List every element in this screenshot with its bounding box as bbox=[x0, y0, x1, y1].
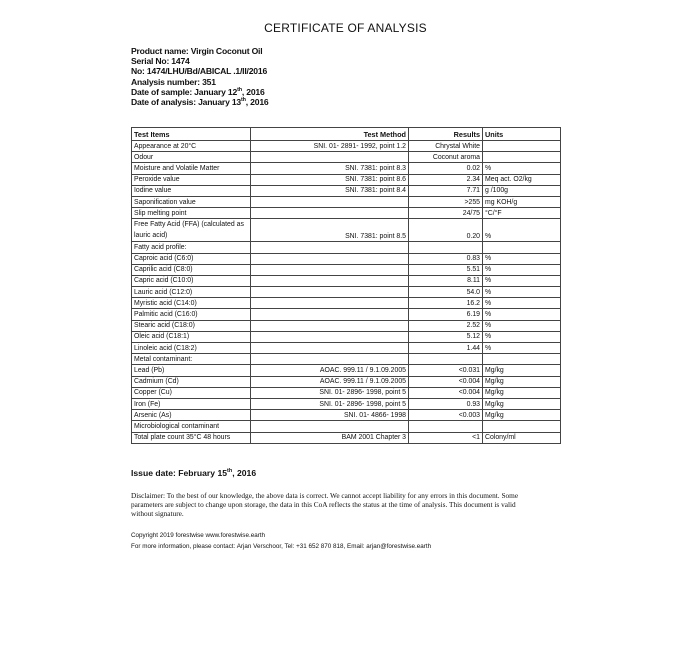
result-cell: 24/75 bbox=[409, 208, 483, 219]
test-method-cell: SNI. 01- 2896- 1998, point 5 bbox=[251, 398, 409, 409]
test-method-cell: SNI. 01- 2896- 1998, point 5 bbox=[251, 387, 409, 398]
unit-cell bbox=[483, 421, 561, 432]
test-item-cell: Capric acid (C10:0) bbox=[132, 275, 251, 286]
table-row bbox=[132, 309, 561, 320]
test-method-cell: SNI. 7381: point 8.5 bbox=[251, 219, 409, 242]
test-item-cell: Moisture and Volatile Matter bbox=[132, 163, 251, 174]
test-method-cell: BAM 2001 Chapter 3 bbox=[251, 432, 409, 443]
table-row bbox=[132, 174, 561, 185]
test-method-cell bbox=[251, 287, 409, 298]
unit-cell: Meq act. O2/kg bbox=[483, 174, 561, 185]
table-row bbox=[132, 264, 561, 275]
result-cell: 16.2 bbox=[409, 298, 483, 309]
test-item-cell: Free Fatty Acid (FFA) (calculated as lauric acid) bbox=[132, 219, 251, 242]
unit-cell: % bbox=[483, 163, 561, 174]
test-item-cell: Stearic acid (C18:0) bbox=[132, 320, 251, 331]
test-method-cell bbox=[251, 331, 409, 342]
contact-line: For more information, please contact: Arjan Verschoor, Tel: +31 652 870 818, Email: arjan@forestwise.earth bbox=[131, 543, 432, 550]
result-cell: <0.004 bbox=[409, 387, 483, 398]
unit-cell: Mg/kg bbox=[483, 387, 561, 398]
test-method-cell bbox=[251, 253, 409, 264]
test-method-cell bbox=[251, 309, 409, 320]
header-test-items: Test Items bbox=[132, 128, 251, 141]
table-row bbox=[132, 275, 561, 286]
test-method-cell bbox=[251, 242, 409, 253]
unit-cell: % bbox=[483, 309, 561, 320]
table-header-row bbox=[132, 128, 561, 141]
test-method-cell bbox=[251, 354, 409, 365]
unit-cell: Mg/kg bbox=[483, 398, 561, 409]
table-row bbox=[132, 421, 561, 432]
test-method-cell: SNI. 01- 4866- 1998 bbox=[251, 410, 409, 421]
table-row bbox=[132, 410, 561, 421]
document-number: No: 1474/LHU/Bd/ABICAL .1/II/2016 bbox=[131, 66, 268, 77]
test-method-cell bbox=[251, 264, 409, 275]
table-row bbox=[132, 432, 561, 443]
table-row bbox=[132, 219, 561, 242]
test-method-cell bbox=[251, 343, 409, 354]
unit-cell bbox=[483, 242, 561, 253]
result-cell: 0.83 bbox=[409, 253, 483, 264]
result-cell: 7.71 bbox=[409, 185, 483, 196]
date-of-sample: Date of sample: January 12th, 2016 bbox=[131, 86, 265, 97]
analysis-table bbox=[131, 127, 561, 444]
table-row bbox=[132, 398, 561, 409]
unit-cell bbox=[483, 152, 561, 163]
test-method-cell bbox=[251, 152, 409, 163]
test-item-cell: Lauric acid (C12:0) bbox=[132, 287, 251, 298]
test-item-cell: Arsenic (As) bbox=[132, 410, 251, 421]
test-method-cell: SNI. 7381: point 8.4 bbox=[251, 185, 409, 196]
result-cell: 1.44 bbox=[409, 343, 483, 354]
footer bbox=[131, 530, 431, 552]
unit-cell: Mg/kg bbox=[483, 365, 561, 376]
result-cell: 2.34 bbox=[409, 174, 483, 185]
table-row bbox=[132, 320, 561, 331]
unit-cell bbox=[483, 141, 561, 152]
unit-cell: % bbox=[483, 287, 561, 298]
test-item-cell: Appearance at 20°C bbox=[132, 141, 251, 152]
unit-cell: % bbox=[483, 275, 561, 286]
test-item-cell: Myristic acid (C14:0) bbox=[132, 298, 251, 309]
result-cell: Chrystal White bbox=[409, 141, 483, 152]
result-cell: 54.0 bbox=[409, 287, 483, 298]
unit-cell: % bbox=[483, 343, 561, 354]
test-method-cell bbox=[251, 320, 409, 331]
test-item-cell: Fatty acid profile: bbox=[132, 242, 251, 253]
table-row bbox=[132, 287, 561, 298]
table-row bbox=[132, 365, 561, 376]
copyright-line: Copyright 2019 forestwise www.forestwise.earth bbox=[131, 532, 266, 539]
test-method-cell: AOAC. 999.11 / 9.1.09.2005 bbox=[251, 376, 409, 387]
header-units: Units bbox=[483, 128, 561, 141]
test-item-cell: Lead (Pb) bbox=[132, 365, 251, 376]
result-cell: <0.003 bbox=[409, 410, 483, 421]
unit-cell bbox=[483, 354, 561, 365]
header-results: Results bbox=[409, 128, 483, 141]
issue-date: Issue date: February 15th, 2016 bbox=[131, 468, 257, 478]
test-item-cell: Cadmium (Cd) bbox=[132, 376, 251, 387]
header-test-method: Test Method bbox=[251, 128, 409, 141]
result-cell: 5.12 bbox=[409, 331, 483, 342]
result-cell bbox=[409, 354, 483, 365]
test-item-cell: Total plate count 35°C 48 hours bbox=[132, 432, 251, 443]
test-item-cell: Oleic acid (C18:1) bbox=[132, 331, 251, 342]
table-row bbox=[132, 141, 561, 152]
result-cell: 6.19 bbox=[409, 309, 483, 320]
test-item-cell: Saponification value bbox=[132, 196, 251, 207]
serial-number: Serial No: 1474 bbox=[131, 56, 190, 67]
unit-cell: % bbox=[483, 219, 561, 242]
table-row bbox=[132, 208, 561, 219]
result-cell bbox=[409, 242, 483, 253]
unit-cell: % bbox=[483, 298, 561, 309]
table-row bbox=[132, 298, 561, 309]
unit-cell: mg KOH/g bbox=[483, 196, 561, 207]
test-item-cell: Metal contaminant: bbox=[132, 354, 251, 365]
table-row bbox=[132, 152, 561, 163]
unit-cell: Mg/kg bbox=[483, 376, 561, 387]
test-item-cell: Microbiological contaminant bbox=[132, 421, 251, 432]
table-row bbox=[132, 242, 561, 253]
product-name: Product name: Virgin Coconut Oil bbox=[131, 46, 263, 56]
document-title: CERTIFICATE OF ANALYSIS bbox=[264, 21, 427, 35]
test-method-cell bbox=[251, 421, 409, 432]
test-item-cell: Linoleic acid (C18:2) bbox=[132, 343, 251, 354]
test-method-cell: AOAC. 999.11 / 9.1.09.2005 bbox=[251, 365, 409, 376]
test-item-cell: Slip melting point bbox=[132, 208, 251, 219]
table-row bbox=[132, 196, 561, 207]
result-cell: Coconut aroma bbox=[409, 152, 483, 163]
test-item-cell: Iodine value bbox=[132, 185, 251, 196]
test-item-cell: Peroxide value bbox=[132, 174, 251, 185]
result-cell bbox=[409, 421, 483, 432]
test-item-cell: Iron (Fe) bbox=[132, 398, 251, 409]
test-item-cell: Caprilic acid (C8:0) bbox=[132, 264, 251, 275]
table-row bbox=[132, 185, 561, 196]
test-item-cell: Odour bbox=[132, 152, 251, 163]
test-method-cell: SNI. 7381: point 8.3 bbox=[251, 163, 409, 174]
table-row bbox=[132, 387, 561, 398]
table-row bbox=[132, 331, 561, 342]
result-cell: 0.93 bbox=[409, 398, 483, 409]
test-method-cell bbox=[251, 208, 409, 219]
analysis-number: Analysis number: 351 bbox=[131, 76, 216, 87]
table-row bbox=[132, 253, 561, 264]
unit-cell: Colony/ml bbox=[483, 432, 561, 443]
table-row bbox=[132, 163, 561, 174]
test-method-cell bbox=[251, 298, 409, 309]
product-details bbox=[131, 46, 269, 107]
result-cell: 2.52 bbox=[409, 320, 483, 331]
test-item-cell: Caproic acid (C6:0) bbox=[132, 253, 251, 264]
table-row bbox=[132, 376, 561, 387]
test-method-cell: SNI. 01- 2891- 1992, point 1.2 bbox=[251, 141, 409, 152]
test-method-cell bbox=[251, 196, 409, 207]
result-cell: >255 bbox=[409, 196, 483, 207]
result-cell: <0.004 bbox=[409, 376, 483, 387]
result-cell: 5.51 bbox=[409, 264, 483, 275]
disclaimer-text: Disclaimer: To the best of our knowledge, the above data is correct. We cannot accept liability for any errors in this document. Some parameters are subject to change upon storage, the data in this CoA reflects the status at the time of analysis. This document is valid without signature. bbox=[131, 491, 519, 519]
table-row bbox=[132, 343, 561, 354]
unit-cell: g /100g bbox=[483, 185, 561, 196]
unit-cell: % bbox=[483, 253, 561, 264]
unit-cell: % bbox=[483, 320, 561, 331]
test-method-cell bbox=[251, 275, 409, 286]
result-cell: 0.20 bbox=[409, 219, 483, 242]
unit-cell: Mg/kg bbox=[483, 410, 561, 421]
table-row bbox=[132, 354, 561, 365]
date-of-analysis: Date of analysis: January 13th, 2016 bbox=[131, 97, 269, 108]
result-cell: <0.031 bbox=[409, 365, 483, 376]
unit-cell: % bbox=[483, 264, 561, 275]
test-item-cell: Palmitic acid (C16:0) bbox=[132, 309, 251, 320]
test-item-cell: Copper (Cu) bbox=[132, 387, 251, 398]
test-method-cell: SNI. 7381: point 8.6 bbox=[251, 174, 409, 185]
result-cell: <1 bbox=[409, 432, 483, 443]
unit-cell: °C/°F bbox=[483, 208, 561, 219]
result-cell: 8.11 bbox=[409, 275, 483, 286]
result-cell: 0.02 bbox=[409, 163, 483, 174]
unit-cell: % bbox=[483, 331, 561, 342]
